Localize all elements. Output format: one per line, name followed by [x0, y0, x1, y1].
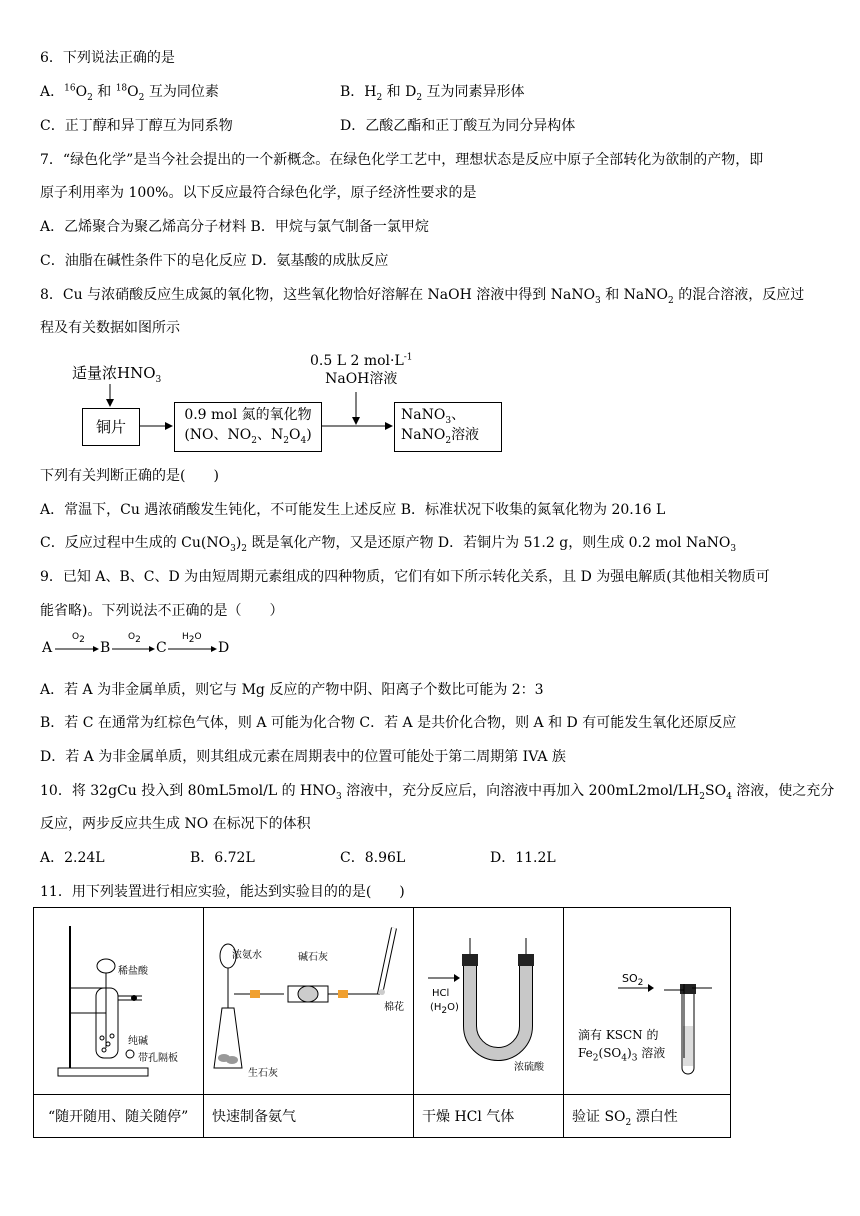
reagent-label: 适量浓$HNO_3$ — [72, 364, 162, 385]
kipp-apparatus-icon — [34, 908, 203, 1094]
q8-judge: 下列有关判断正确的是( ) — [40, 468, 219, 484]
chain-b: B — [100, 640, 111, 656]
label-cotton: 棉花 — [384, 1002, 404, 1013]
chain-h2o: $H_2O$ — [182, 632, 202, 645]
q6-option-c: C．正丁醇和异丁醇互为同系物 — [40, 118, 233, 134]
q10-option-a: A．2.24L — [40, 850, 105, 866]
q8-options-cd: C．反应过程中生成的 $Cu(NO_3)_2$ 既是氧化产物，又是还原产物 D．若铜片为 51.2 g，则生成 0.2 mol NaNO$_3$ — [40, 535, 737, 554]
q9-conversion-chain — [42, 632, 242, 660]
label-soda: 纯碱 — [128, 1036, 148, 1047]
label-soda-lime: 碱石灰 — [298, 952, 328, 963]
q9-option-a: A．若 A 为非金属单质，则它与 Mg 反应的产物中阴、阳离子个数比可能为 2：3 — [40, 682, 544, 698]
chain-o2-1: $O_2$ — [72, 632, 85, 645]
q9-stem-line1: 9．已知 A、B、C、D 为由短周期元素组成的四种物质，它们有如下所示转化关系，且 D 为强电解质(其他相关物质可 — [40, 569, 770, 585]
label-hcl-gas: HCl — [432, 988, 450, 999]
q11-experiment-table — [33, 907, 731, 1138]
q10-option-d: D．11.2L — [490, 850, 556, 866]
apparatus-3 — [414, 908, 564, 1095]
naoh-label: 0.5 L 2 $mol\cdot L^{-1}$ NaOH溶液 — [310, 352, 413, 387]
q9-options-bc: B．若 C 在通常为红棕色气体，则 A 可能为化合物 C．若 A 是共价化合物，则 A 和 D 有可能发生氧化还原反应 — [40, 715, 737, 731]
chain-c: C — [156, 640, 167, 656]
q7-stem-line1: 7．“绿色化学”是当今社会提出的一个新概念。在绿色化学工艺中，理想状态是反应中原子全部转化为欲制的产物，即 — [40, 152, 764, 168]
apparatus-4 — [564, 908, 731, 1095]
q7-options-ab: A．乙烯聚合为聚乙烯高分子材料 B．甲烷与氯气制备一氯甲烷 — [40, 219, 429, 235]
label-ammonia-water: 浓氨水 — [232, 950, 262, 961]
oxides-line2: (NO、$NO_2$、$N_2O_4$) — [184, 427, 312, 446]
copper-box: 铜片 — [82, 408, 140, 446]
label-so2: $SO_2$ — [622, 972, 644, 989]
label-kscn-line1: 滴有 KSCN 的 — [578, 1028, 659, 1042]
ammonia-setup-icon — [204, 908, 413, 1094]
q10-stem-line1: 10．将 32gCu 投入到 80mL5mol/L 的 $HNO_3$ 溶液中，充分反应后，向溶液中再加入 $200mL2mol/LH_2SO_4$ 溶液，使之充分 — [40, 783, 835, 802]
oxides-line1: 0.9 mol 氮的氧化物 — [184, 407, 312, 423]
label-quicklime: 生石灰 — [248, 1068, 278, 1079]
label-water: $(H_2O)$ — [430, 1002, 459, 1016]
q6-option-b: B．$H_2$ 和 $D_2$ 互为同素异形体 — [340, 84, 525, 103]
q10-stem-line2: 反应，两步反应共生成 NO 在标况下的体积 — [40, 816, 311, 832]
label-conc-h2so4: 浓硫酸 — [514, 1062, 544, 1073]
apparatus-2 — [204, 908, 414, 1095]
q8-options-ab: A．常温下，Cu 遇浓硝酸发生钝化，不可能发生上述反应 B．标准状况下收集的氮氧化物为 20.16 L — [40, 502, 666, 518]
q8-stem-line2: 程及有关数据如图所示 — [40, 320, 180, 336]
chain-d: D — [218, 640, 230, 656]
q8-stem-line1: 8．Cu 与浓硝酸反应生成氮的氧化物，这些氧化物恰好溶解在 NaOH 溶液中得到 NaNO$_3$ 和 NaNO$_2$ 的混合溶液，反应过 — [40, 287, 805, 306]
q11-stem: 11．用下列装置进行相应实验，能达到实验目的的是( ) — [40, 884, 405, 900]
chain-o2-2: $O_2$ — [128, 632, 141, 645]
q6-option-d: D．乙酸乙酯和正丁酸互为同分异构体 — [340, 118, 576, 134]
q9-stem-line2: 能省略)。下列说法不正确的是（ ） — [40, 603, 284, 619]
caption-2: 快速制备氨气 — [204, 1095, 414, 1138]
q7-stem-line2: 原子利用率为 100%。以下反应最符合绿色化学，原子经济性要求的是 — [40, 185, 477, 201]
caption-4: 验证 $SO_2$ 漂白性 — [564, 1095, 731, 1138]
product-line2: NaNO$_2$溶液 — [401, 427, 480, 446]
chain-a: A — [42, 640, 53, 656]
apparatus-1 — [34, 908, 204, 1095]
chain-arrows — [42, 632, 242, 660]
q10-option-c: C．8.96L — [340, 850, 406, 866]
q10-option-b: B．6.72L — [190, 850, 255, 866]
label-perforated-plate: 带孔隔板 — [138, 1053, 178, 1064]
flow-arrows — [60, 352, 510, 457]
q6-stem: 6．下列说法正确的是 — [40, 50, 175, 66]
label-dilute-hcl: 稀盐酸 — [118, 966, 148, 977]
q8-flow-diagram — [60, 352, 510, 457]
caption-1: “随开随用、随关随停” — [34, 1095, 204, 1138]
product-line1: NaNO$_3$、 — [401, 407, 466, 426]
q7-options-cd: C．油脂在碱性条件下的皂化反应 D．氨基酸的成肽反应 — [40, 253, 389, 269]
label-kscn-line2: $Fe_2(SO_4)_3$ 溶液 — [578, 1046, 666, 1064]
q6-option-a: A．$^{16}O_2$ 和 $^{18}O_2$ 互为同位素 — [40, 83, 219, 103]
test-tube-icon — [564, 908, 730, 1094]
caption-3: 干燥 HCl 气体 — [414, 1095, 564, 1138]
q9-option-d: D．若 A 为非金属单质，则其组成元素在周期表中的位置可能处于第二周期第 IVA 族 — [40, 749, 566, 765]
